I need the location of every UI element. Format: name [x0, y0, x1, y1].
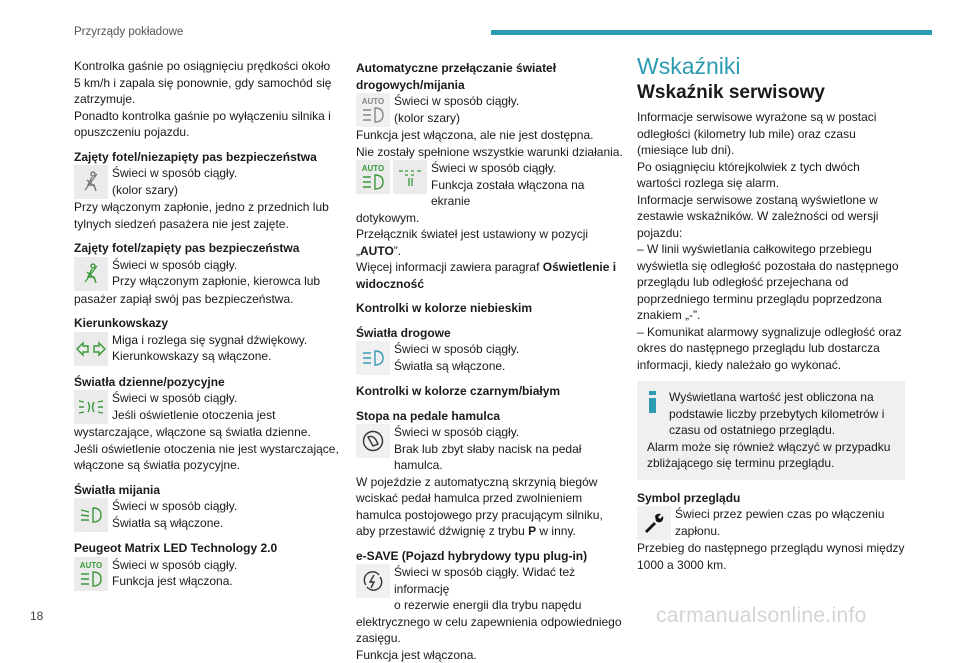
- column-3: [637, 58, 905, 573]
- lowbeam-line: Świeci w sposób ciągły.: [112, 498, 237, 515]
- heading-highbeam: Światła drogowe: [356, 325, 624, 342]
- matrix-line: Świeci w sposób ciągły.: [112, 557, 237, 574]
- auto-switch-line: Świeci w sposób ciągły.: [394, 93, 519, 110]
- heading-service-symbol: Symbol przeglądu: [637, 490, 905, 507]
- intro-line: 5 km/h i zapala się ponownie, gdy samochód się: [74, 75, 340, 92]
- highbeam-line: Świeci w sposób ciągły.: [394, 341, 519, 358]
- info-icon: [649, 391, 657, 413]
- esave-icon: [356, 564, 390, 598]
- daylights-text: wystarczające, włączone są światła dzienne.: [74, 424, 340, 441]
- esave-text: elektrycznego w celu zapewnienia odpowiedniego zasięgu.: [356, 614, 624, 647]
- seat-free-line: Świeci w sposób ciągły.: [112, 165, 237, 182]
- auto-beam-green-icon: [74, 557, 108, 591]
- page-number: 18: [30, 609, 43, 623]
- seat-taken-line: Przy włączonym zapłonie, kierowca lub: [112, 273, 320, 290]
- auto-label: AUTO: [356, 161, 390, 178]
- intro-line: Kontrolka gaśnie po osiągnięciu prędkości około: [74, 58, 340, 75]
- brake-pedal-text: [356, 474, 624, 540]
- seat-free-line: (kolor szary): [112, 182, 237, 199]
- auto-switch-text: Nie zostały spełnione wszystkie warunki działania.: [356, 144, 624, 161]
- heading-lowbeam: Światła mijania: [74, 482, 340, 499]
- header-accent-bar: [491, 30, 932, 35]
- indicator-seat-taken: [74, 257, 340, 291]
- daylights-line: Jeśli oświetlenie otoczenia jest: [112, 407, 275, 424]
- intro-line: Ponadto kontrolka gaśnie po wyłączeniu silnika i: [74, 108, 340, 125]
- indicator-seat-free: [74, 165, 340, 199]
- heading-daylights: Światła dzienne/pozycyjne: [74, 374, 340, 391]
- wrench-icon: [637, 506, 671, 540]
- auto-beam-dashed-icon: [393, 160, 427, 194]
- matrix-line: Funkcja jest włączona.: [112, 573, 237, 590]
- indicator-service: [637, 506, 905, 540]
- heading-blue: Kontrolki w kolorze niebieskim: [356, 300, 624, 317]
- daylights-text: Jeśli oświetlenie otoczenia nie jest wystarczające, włączone są światła pozycyjne.: [74, 441, 340, 474]
- text-span: Więcej informacji zawiera paragraf: [356, 260, 543, 274]
- text-span: w inny.: [536, 524, 576, 538]
- section-title: Wskaźniki: [637, 58, 905, 75]
- heading-black: Kontrolki w kolorze czarnym/białym: [356, 383, 624, 400]
- auto-beam-grey-icon: [356, 93, 390, 127]
- auto-switch-text: dotykowym.: [356, 210, 624, 227]
- page-header-title: Przyrządy pokładowe: [74, 26, 183, 38]
- seatbelt-grey-icon: [74, 165, 108, 199]
- heading-indicators: Kierunkowskazy: [74, 315, 340, 332]
- indicator-esave: [356, 564, 624, 614]
- service-paragraph: – Komunikat alarmowy sygnalizuje odległość oraz okres do następnego przeglądu lub dostarcza informacji, kiedy należało go wykonać.: [637, 324, 905, 374]
- text-span: Przełącznik świateł jest ustawiony w pozycji „: [356, 227, 588, 258]
- intro-line: opuszczeniu pojazdu.: [74, 124, 340, 141]
- highbeam-line: Światła są włączone.: [394, 358, 519, 375]
- watermark: carmanualsonline.info: [656, 604, 867, 628]
- service-paragraph: – W linii wyświetlania całkowitego przebiegu wyświetla się odległość pozostała do następnego przeglądu lub odległość przejechana od poprzedniego terminu przeglądu poprzedzona znakiem „-”.: [637, 241, 905, 324]
- info-text: Alarm może się również włączyć w przypadku zbliżającego się terminu przeglądu.: [647, 439, 895, 472]
- brake-pedal-line: Brak lub zbyt słaby nacisk na pedał hamulca.: [394, 441, 624, 474]
- indicator-matrix: [74, 557, 340, 591]
- service-paragraph: Informacje serwisowe zostaną wyświetlone w zestawie wskaźników. W zależności od wersji pojazdu:: [637, 192, 905, 242]
- service-line: Świeci przez pewien czas po włączeniu: [675, 506, 884, 523]
- info-box: [637, 381, 905, 480]
- service-paragraph: Informacje serwisowe wyrażone są w postaci odległości (kilometry lub mile) oraz czasu (miesiące lub dni).: [637, 109, 905, 159]
- text-span: ”.: [394, 244, 401, 258]
- heading-esave: e-SAVE (Pojazd hybrydowy typu plug-in): [356, 548, 624, 565]
- indicator-highbeam: [356, 341, 624, 375]
- seat-free-text: Przy włączonym zapłonie, jedno z przednich lub tylnych siedzeń pasażera nie jest zajęte.: [74, 199, 340, 232]
- brake-pedal-line: Świeci w sposób ciągły.: [394, 424, 624, 441]
- indicator-daylights: [74, 390, 340, 424]
- heading-seat-taken: Zajęty fotel/zapięty pas bezpieczeństwa: [74, 240, 340, 257]
- seat-taken-text: pasażer zapiął swój pas bezpieczeństwa.: [74, 291, 340, 308]
- auto-bold: AUTO: [360, 244, 394, 258]
- auto-switch-line: Świeci w sposób ciągły.: [431, 160, 624, 177]
- indicator-lowbeam: [74, 498, 340, 532]
- auto-switch-text: [356, 226, 624, 259]
- reference-link-text: Oświetlenie i widoczność: [356, 260, 616, 291]
- indicator-turn-signals: [74, 332, 340, 366]
- daylights-line: Świeci w sposób ciągły.: [112, 390, 275, 407]
- service-text: Przebieg do następnego przeglądu wynosi między 1000 a 3000 km.: [637, 540, 905, 573]
- esave-line: Świeci w sposób ciągły. Widać też informację: [394, 564, 624, 597]
- indicator-auto-grey: [356, 93, 624, 127]
- lowbeam-line: Światła są włączone.: [112, 515, 237, 532]
- seat-taken-line: Świeci w sposób ciągły.: [112, 257, 320, 274]
- heading-auto-switch: Automatyczne przełączanie świateł drogowych/mijania: [356, 60, 624, 93]
- indicator-brake-pedal: [356, 424, 624, 474]
- info-text: Wyświetlana wartość jest obliczona na podstawie liczby przebytych kilometrów i czasu od ostatniego przeglądu.: [647, 389, 895, 439]
- auto-switch-text: Funkcja jest włączona, ale nie jest dostępna.: [356, 127, 624, 144]
- foot-on-brake-icon: [356, 424, 390, 458]
- heading-matrix: Peugeot Matrix LED Technology 2.0: [74, 540, 340, 557]
- daylights-icon: [74, 390, 108, 424]
- auto-switch-line: Funkcja została włączona na ekranie: [431, 177, 624, 210]
- heading-brake-pedal: Stopa na pedale hamulca: [356, 408, 624, 425]
- auto-beam-green-icon: [356, 160, 390, 194]
- auto-switch-line: (kolor szary): [394, 110, 519, 127]
- turn-signal-arrows-icon: [74, 332, 108, 366]
- text-span: W pojeździe z automatyczną skrzynią biegów wciskać pedał hamulca przed zwolnieniem hamulca postojowego przy pracującym silniku, aby przestawić dźwignię z trybu: [356, 475, 603, 539]
- esave-line: o rezerwie energii dla trybu napędu: [394, 597, 624, 614]
- heading-seat-free: Zajęty fotel/niezapięty pas bezpieczeństwa: [74, 149, 340, 166]
- auto-label: AUTO: [356, 94, 390, 111]
- high-beam-icon: [356, 341, 390, 375]
- auto-label: AUTO: [74, 558, 108, 575]
- column-1: [74, 58, 340, 591]
- service-paragraph: Po osiągnięciu którejkolwiek z tych dwóch wartości rozlega się alarm.: [637, 159, 905, 192]
- subsection-title: Wskaźnik serwisowy: [637, 85, 905, 102]
- intro-line: zatrzymuje.: [74, 91, 340, 108]
- indicator-auto-green: [356, 160, 624, 210]
- low-beam-icon: [74, 498, 108, 532]
- gear-p-bold: P: [528, 524, 536, 538]
- indicators-line: Miga i rozlega się sygnał dźwiękowy.: [112, 332, 307, 349]
- esave-text: Funkcja jest włączona.: [356, 647, 624, 663]
- indicators-line: Kierunkowskazy są włączone.: [112, 348, 307, 365]
- seatbelt-green-icon: [74, 257, 108, 291]
- service-line: zapłonu.: [675, 523, 884, 540]
- auto-switch-text: [356, 259, 624, 292]
- column-2: [356, 58, 624, 663]
